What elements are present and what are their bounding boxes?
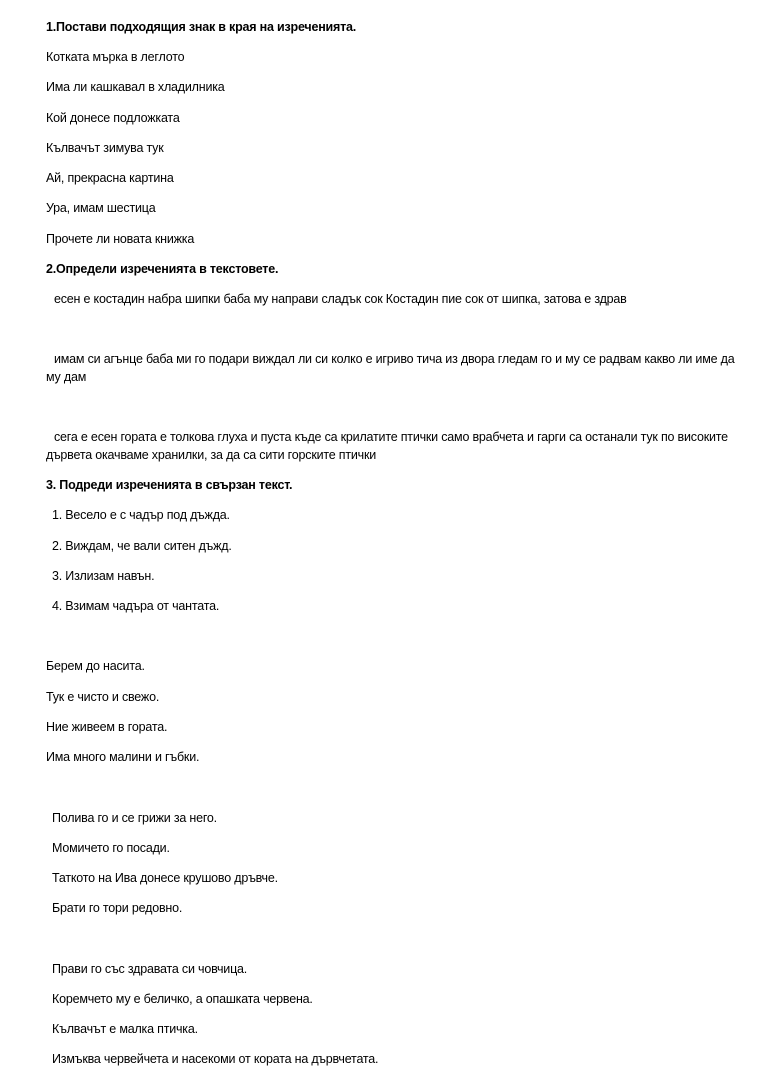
task3-group3-sentence: Полива го и се грижи за него. <box>52 811 217 825</box>
task3-heading: 3. Подреди изреченията в свързан текст. <box>46 478 293 492</box>
task2-heading: 2.Определи изреченията в текстовете. <box>46 262 279 276</box>
task2-text-content: имам си агънце баба ми го подари виждал ли си колко е игриво тича из двора гледам го и му се радвам какво ли име да му дам <box>46 352 735 384</box>
task2-text-content: сега е есен гората е толкова глуха и пуста къде са крилатите птички само врабчета и гарги са останали тук по високите дървета окачваме хранилки, за да са сити горските птички <box>46 430 728 462</box>
task1-sentence: Котката мърка в леглото <box>46 50 185 64</box>
task3-group3-sentence: Таткото на Ива донесе крушово дръвче. <box>52 871 278 885</box>
task1-heading: 1.Постави подходящия знак в края на изреченията. <box>46 20 357 34</box>
task1-sentence: Ай, прекрасна картина <box>46 171 174 185</box>
task3-group1-sentence: 3. Излизам навън. <box>52 569 155 583</box>
task3-group3-sentence: Брати го тори редовно. <box>52 901 183 915</box>
task1-sentence: Прочете ли новата книжка <box>46 232 195 246</box>
task3-group4-sentence: Кълвачът е малка птичка. <box>52 1022 198 1036</box>
task3-group4-sentence: Коремчето му е беличко, а опашката червена. <box>52 992 313 1006</box>
task3-group4-sentence: Измъква червейчета и насекоми от кората на дървчетата. <box>52 1052 379 1066</box>
task3-group3-sentence: Момичето го посади. <box>52 841 170 855</box>
task2-text <box>46 350 736 386</box>
task2-text <box>46 428 736 464</box>
task3-group2-sentence: Ние живеем в гората. <box>46 720 168 734</box>
task3-group4-sentence: Прави го със здравата си човчица. <box>52 962 248 976</box>
task3-group2-sentence: Тук е чисто и свежо. <box>46 690 160 704</box>
task1-sentence: Ура, имам шестица <box>46 201 156 215</box>
task1-sentence: Има ли кашкавал в хладилника <box>46 80 225 94</box>
task3-group2-sentence: Берем до насита. <box>46 659 145 673</box>
task1-sentence: Кълвачът зимува тук <box>46 141 164 155</box>
task3-group1-sentence: 1. Весело е с чадър под дъжда. <box>52 508 230 522</box>
task2-text <box>46 290 736 308</box>
task3-group1-sentence: 2. Виждам, че вали ситен дъжд. <box>52 539 232 553</box>
task3-group1-sentence: 4. Взимам чадъра от чантата. <box>52 599 220 613</box>
task3-group2-sentence: Има много малини и гъбки. <box>46 750 200 764</box>
task2-text-content: есен е костадин набра шипки баба му направи сладък сок Костадин пие сок от шипка, затова е здрав <box>54 292 627 306</box>
task1-sentence: Кой донесе подложката <box>46 111 180 125</box>
